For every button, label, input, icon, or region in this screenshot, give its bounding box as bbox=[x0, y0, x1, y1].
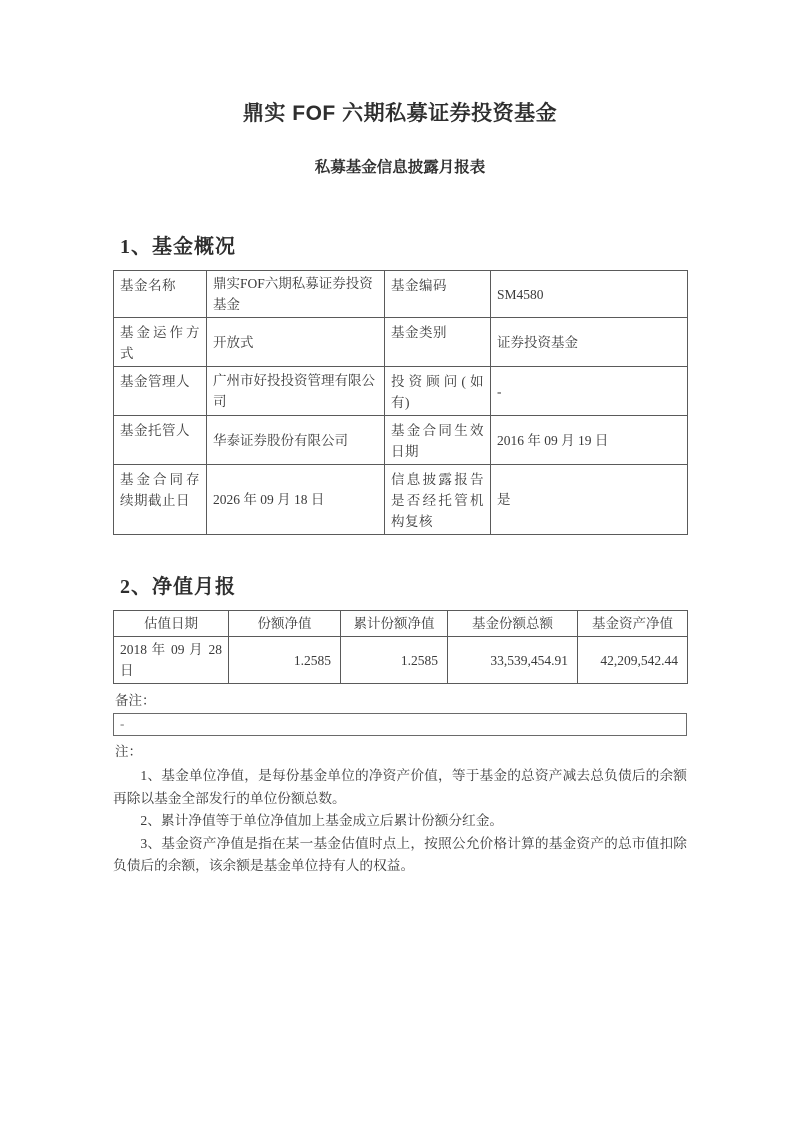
unit-nav-header: 份额净值 bbox=[229, 611, 341, 637]
cumulative-nav-value: 1.2585 bbox=[341, 637, 448, 684]
net-assets-header: 基金资产净值 bbox=[578, 611, 688, 637]
fund-name-value: 鼎实FOF六期私募证券投资基金 bbox=[207, 271, 385, 318]
custodian-review-label: 信息披露报告是否经托管机构复核 bbox=[385, 465, 491, 535]
investment-advisor-value: - bbox=[491, 367, 688, 416]
fund-manager-label: 基金管理人 bbox=[114, 367, 207, 416]
note-item-2: 2、累计净值等于单位净值加上基金成立后累计份额分红金。 bbox=[140, 813, 504, 828]
fund-name-label: 基金名称 bbox=[114, 271, 207, 318]
notes-label: 注： bbox=[115, 744, 142, 759]
table-header-row bbox=[114, 611, 688, 637]
investment-advisor-label: 投资顾问(如有) bbox=[385, 367, 491, 416]
fund-type-label: 基金类别 bbox=[385, 318, 491, 367]
remark-label: 备注： bbox=[115, 693, 156, 708]
fund-code-label: 基金编码 bbox=[385, 271, 491, 318]
note-item-3: 3、基金资产净值是指在某一基金估值时点上，按照公允价格计算的基金资产的总市值扣除负债后的余额，该余额是基金单位持有人的权益。 bbox=[113, 835, 687, 873]
valuation-date-value: 2018 年 09 月 28 日 bbox=[114, 637, 229, 684]
notes-block bbox=[113, 765, 687, 878]
nav-monthly-table bbox=[113, 610, 688, 684]
section-heading-nav-monthly: 2、净值月报 bbox=[120, 576, 236, 598]
fund-code-value: SM4580 bbox=[491, 271, 688, 318]
document-subtitle: 私募基金信息披露月报表 bbox=[314, 159, 486, 176]
note-item-1: 1、基金单位净值，是每份基金单位的净资产价值，等于基金的总资产减去总负债后的余额再除以基金全部发行的单位份额总数。 bbox=[113, 768, 687, 806]
document-page bbox=[113, 0, 687, 878]
contract-effective-date-label: 基金合同生效日期 bbox=[385, 416, 491, 465]
document-title: 鼎实 FOF 六期私募证券投资基金 bbox=[242, 102, 558, 125]
operation-mode-value: 开放式 bbox=[207, 318, 385, 367]
valuation-date-header: 估值日期 bbox=[114, 611, 229, 637]
net-assets-value: 42,209,542.44 bbox=[578, 637, 688, 684]
total-shares-value: 33,539,454.91 bbox=[448, 637, 578, 684]
table-row bbox=[114, 271, 688, 318]
fund-custodian-label: 基金托管人 bbox=[114, 416, 207, 465]
contract-expiry-date-label: 基金合同存续期截止日 bbox=[114, 465, 207, 535]
contract-effective-date-value: 2016 年 09 月 19 日 bbox=[491, 416, 688, 465]
remark-box: - bbox=[113, 713, 687, 736]
table-row bbox=[114, 318, 688, 367]
fund-manager-value: 广州市好投投资管理有限公司 bbox=[207, 367, 385, 416]
fund-type-value: 证券投资基金 bbox=[491, 318, 688, 367]
table-row bbox=[114, 465, 688, 535]
total-shares-header: 基金份额总额 bbox=[448, 611, 578, 637]
unit-nav-value: 1.2585 bbox=[229, 637, 341, 684]
section-heading-fund-overview: 1、基金概况 bbox=[120, 236, 236, 258]
table-row bbox=[114, 416, 688, 465]
operation-mode-label: 基金运作方式 bbox=[114, 318, 207, 367]
cumulative-nav-header: 累计份额净值 bbox=[341, 611, 448, 637]
fund-overview-table bbox=[113, 270, 688, 535]
contract-expiry-date-value: 2026 年 09 月 18 日 bbox=[207, 465, 385, 535]
fund-custodian-value: 华泰证券股份有限公司 bbox=[207, 416, 385, 465]
table-row bbox=[114, 367, 688, 416]
custodian-review-value: 是 bbox=[491, 465, 688, 535]
table-row bbox=[114, 637, 688, 684]
